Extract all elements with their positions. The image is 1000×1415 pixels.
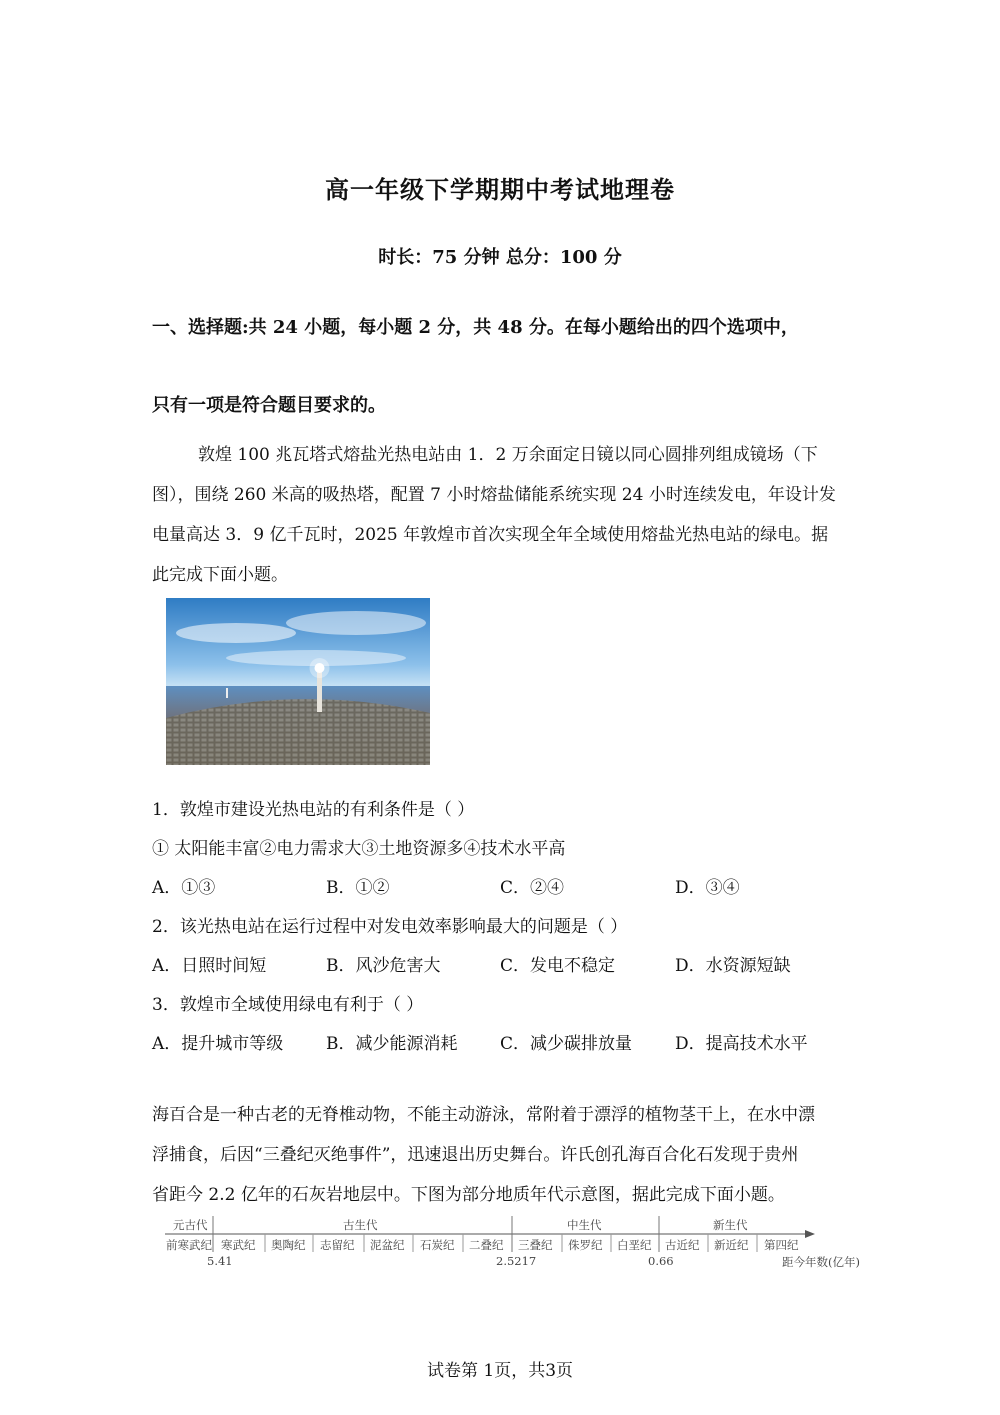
solar-plant-photo xyxy=(166,598,430,765)
section-heading-line1: 一、选择题:共 24 小题，每小题 2 分，共 48 分。在每小题给出的四个选项中， xyxy=(152,317,799,338)
option-a[interactable]: A．提升城市等级 xyxy=(152,1034,284,1054)
period-label: 奥陶纪 xyxy=(271,1238,306,1252)
passage-2 xyxy=(152,1095,852,1215)
passage-2-line: 省距今 2.2 亿年的石灰岩地层中。下图为部分地质年代示意图，据此完成下面小题。 xyxy=(152,1185,785,1205)
solar-plant-illustration xyxy=(166,598,430,765)
question-3-options xyxy=(152,1029,852,1053)
section-heading-line2: 只有一项是符合题目要求的。 xyxy=(152,395,386,416)
passage-1-line: 电量高达 3．9 亿千瓦时，2025 年敦煌市首次实现全年全域使用熔盐光热电站的绿电。据 xyxy=(152,525,829,545)
exam-subtitle: 时长：75 分钟 总分：100 分 xyxy=(378,247,622,268)
time-mark: 2.5217 xyxy=(496,1254,537,1268)
period-label: 二叠纪 xyxy=(469,1238,504,1252)
era-label: 新生代 xyxy=(713,1218,748,1232)
question-3-stem: 3．敦煌市全域使用绿电有利于（ ） xyxy=(152,995,424,1015)
time-mark: 0.66 xyxy=(648,1254,674,1268)
period-label: 第四纪 xyxy=(764,1238,799,1252)
era-label: 元古代 xyxy=(173,1218,208,1232)
period-label: 古近纪 xyxy=(665,1238,700,1252)
option-b[interactable]: B．①② xyxy=(326,878,390,898)
option-c[interactable]: C．②④ xyxy=(500,878,565,898)
time-mark: 5.41 xyxy=(207,1254,233,1268)
passage-1 xyxy=(152,435,852,595)
question-1-items: ① 太阳能丰富②电力需求大③土地资源多④技术水平高 xyxy=(152,839,566,859)
option-d[interactable]: D．提高技术水平 xyxy=(675,1034,808,1054)
period-label: 泥盆纪 xyxy=(370,1238,405,1252)
era-label: 古生代 xyxy=(343,1218,378,1232)
option-c[interactable]: C．发电不稳定 xyxy=(500,956,616,976)
period-label: 侏罗纪 xyxy=(568,1238,603,1252)
passage-2-line: 海百合是一种古老的无脊椎动物，不能主动游泳，常附着于漂浮的植物茎干上，在水中漂 xyxy=(152,1105,815,1125)
period-label: 新近纪 xyxy=(714,1238,749,1252)
passage-1-line: 敦煌 100 兆瓦塔式熔盐光热电站由 1．2 万余面定日镜以同心圆排列组成镜场（下 xyxy=(198,445,818,465)
passage-1-line: 此完成下面小题。 xyxy=(152,565,288,585)
question-2-stem: 2．该光热电站在运行过程中对发电效率影响最大的问题是（ ） xyxy=(152,917,628,937)
passage-2-line: 浮捕食，后因“三叠纪灭绝事件”，迅速退出历史舞台。许氏创孔海百合化石发现于贵州 xyxy=(152,1145,799,1165)
question-2-options xyxy=(152,951,852,975)
geologic-timeline xyxy=(165,1215,875,1275)
option-a[interactable]: A．①③ xyxy=(152,878,216,898)
option-c[interactable]: C．减少碳排放量 xyxy=(500,1034,633,1054)
period-label: 寒武纪 xyxy=(221,1238,256,1252)
option-b[interactable]: B．风沙危害大 xyxy=(326,956,441,976)
option-b[interactable]: B．减少能源消耗 xyxy=(326,1034,458,1054)
page-footer: 试卷第 1页，共3页 xyxy=(426,1361,574,1381)
axis-label: 距今年数(亿年) xyxy=(782,1255,860,1269)
passage-1-line: 图），围绕 260 米高的吸热塔，配置 7 小时熔盐储能系统实现 24 小时连续发电，年设计发 xyxy=(152,485,836,505)
period-label: 三叠纪 xyxy=(518,1238,553,1252)
option-a[interactable]: A．日照时间短 xyxy=(152,956,267,976)
question-1-stem: 1．敦煌市建设光热电站的有利条件是（ ） xyxy=(152,800,475,820)
period-label: 石炭纪 xyxy=(420,1238,455,1252)
option-d[interactable]: D．③④ xyxy=(675,878,740,898)
exam-title: 高一年级下学期期中考试地理卷 xyxy=(325,175,675,204)
period-label: 白垩纪 xyxy=(617,1238,652,1252)
period-label: 志留纪 xyxy=(320,1238,355,1252)
period-label: 前寒武纪 xyxy=(166,1238,212,1252)
question-1-options xyxy=(152,873,852,897)
option-d[interactable]: D．水资源短缺 xyxy=(675,956,791,976)
era-label: 中生代 xyxy=(567,1218,602,1232)
